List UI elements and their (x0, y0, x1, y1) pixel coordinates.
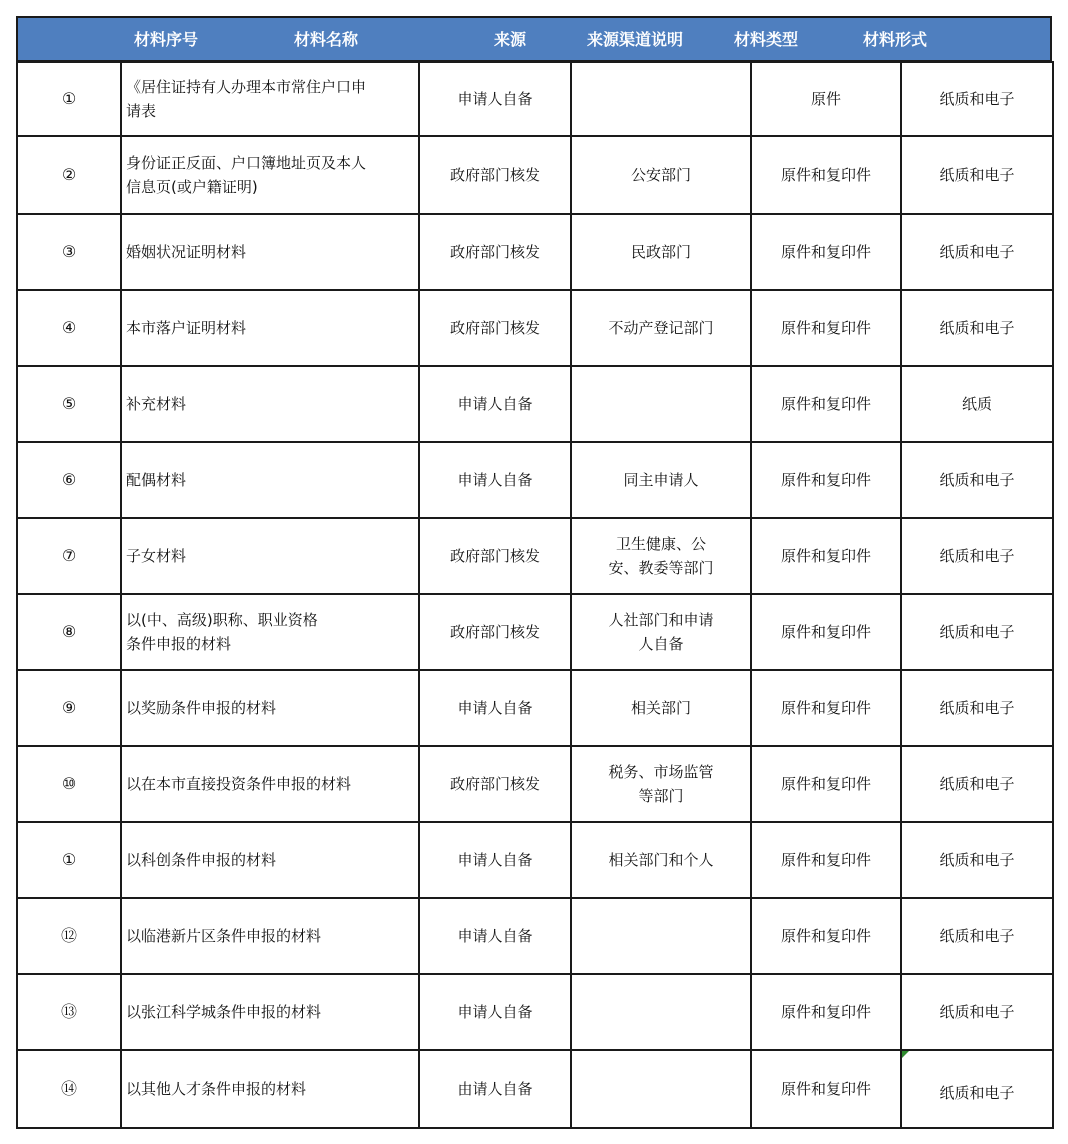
row-channel: 人社部门和申请人自备 (571, 594, 751, 670)
table-row (17, 670, 1053, 746)
header-source: 来源 (494, 30, 527, 49)
row-source: 申请人自备 (419, 974, 571, 1050)
row-source: 申请人自备 (419, 366, 571, 442)
materials-sheet (16, 16, 1052, 1129)
row-source: 政府部门核发 (419, 136, 571, 214)
row-number: ① (17, 62, 121, 136)
row-source: 申请人自备 (419, 62, 571, 136)
row-source: 政府部门核发 (419, 746, 571, 822)
row-channel (571, 898, 751, 974)
row-material-name: 以在本市直接投资条件申报的材料 (121, 746, 419, 822)
row-material-name: 以科创条件申报的材料 (121, 822, 419, 898)
row-channel: 民政部门 (571, 214, 751, 290)
row-source: 申请人自备 (419, 670, 571, 746)
table-row (17, 290, 1053, 366)
row-number: ⑬ (17, 974, 121, 1050)
row-channel (571, 366, 751, 442)
row-form: 纸质和电子 (901, 62, 1053, 136)
row-form: 纸质和电子 (901, 670, 1053, 746)
table-row (17, 442, 1053, 518)
row-form: 纸质和电子 (901, 822, 1053, 898)
row-channel (571, 1050, 751, 1128)
row-number: ④ (17, 290, 121, 366)
table-row (17, 594, 1053, 670)
row-type: 原件和复印件 (751, 822, 901, 898)
table-row (17, 214, 1053, 290)
row-number: ⑫ (17, 898, 121, 974)
row-material-name: 配偶材料 (121, 442, 419, 518)
row-source: 申请人自备 (419, 822, 571, 898)
cell-comment-marker-icon (902, 1051, 909, 1058)
row-form: 纸质和电子 (901, 594, 1053, 670)
row-material-name: 子女材料 (121, 518, 419, 594)
row-form: 纸质和电子 (901, 290, 1053, 366)
row-number: ① (17, 822, 121, 898)
row-number: ② (17, 136, 121, 214)
row-channel: 公安部门 (571, 136, 751, 214)
row-material-name: 本市落户证明材料 (121, 290, 419, 366)
table-row (17, 518, 1053, 594)
row-material-name: 《居住证持有人办理本市常住户口申请表 (121, 62, 419, 136)
table-header (16, 16, 1052, 61)
row-type: 原件和复印件 (751, 214, 901, 290)
row-number: ⑦ (17, 518, 121, 594)
row-material-name: 身份证正反面、户口簿地址页及本人信息页(或户籍证明) (121, 136, 419, 214)
row-number: ⑤ (17, 366, 121, 442)
row-channel (571, 974, 751, 1050)
row-type: 原件和复印件 (751, 136, 901, 214)
row-material-name: 以(中、高级)职称、职业资格条件申报的材料 (121, 594, 419, 670)
row-type: 原件和复印件 (751, 594, 901, 670)
row-source: 由请人自备 (419, 1050, 571, 1128)
row-channel: 同主申请人 (571, 442, 751, 518)
row-source: 政府部门核发 (419, 594, 571, 670)
table-row (17, 822, 1053, 898)
header-form: 材料形式 (863, 30, 928, 49)
row-type: 原件和复印件 (751, 746, 901, 822)
table-row (17, 62, 1053, 136)
row-number: ⑥ (17, 442, 121, 518)
table-row (17, 974, 1053, 1050)
row-form: 纸质和电子 (901, 746, 1053, 822)
row-channel: 相关部门和个人 (571, 822, 751, 898)
row-material-name: 以临港新片区条件申报的材料 (121, 898, 419, 974)
row-material-name: 婚姻状况证明材料 (121, 214, 419, 290)
row-material-name: 以奖励条件申报的材料 (121, 670, 419, 746)
row-form: 纸质和电子 (901, 1050, 1053, 1128)
table-row (17, 746, 1053, 822)
row-form: 纸质和电子 (901, 442, 1053, 518)
header-seq: 材料序号 (134, 30, 199, 49)
row-form: 纸质和电子 (901, 898, 1053, 974)
row-material-name: 以其他人才条件申报的材料 (121, 1050, 419, 1128)
row-source: 政府部门核发 (419, 290, 571, 366)
row-type: 原件 (751, 62, 901, 136)
header-name: 材料名称 (294, 30, 359, 49)
row-form: 纸质和电子 (901, 974, 1053, 1050)
row-channel (571, 62, 751, 136)
row-type: 原件和复印件 (751, 670, 901, 746)
row-number: ⑨ (17, 670, 121, 746)
row-number: ⑭ (17, 1050, 121, 1128)
row-source: 政府部门核发 (419, 518, 571, 594)
row-type: 原件和复印件 (751, 974, 901, 1050)
row-form: 纸质 (901, 366, 1053, 442)
row-source: 申请人自备 (419, 442, 571, 518)
row-form: 纸质和电子 (901, 518, 1053, 594)
row-channel: 相关部门 (571, 670, 751, 746)
row-type: 原件和复印件 (751, 290, 901, 366)
row-type: 原件和复印件 (751, 1050, 901, 1128)
row-type: 原件和复印件 (751, 366, 901, 442)
row-source: 申请人自备 (419, 898, 571, 974)
row-channel: 卫生健康、公安、教委等部门 (571, 518, 751, 594)
row-material-name: 补充材料 (121, 366, 419, 442)
row-material-name: 以张江科学城条件申报的材料 (121, 974, 419, 1050)
materials-table (16, 61, 1054, 1129)
row-number: ③ (17, 214, 121, 290)
row-channel: 不动产登记部门 (571, 290, 751, 366)
row-type: 原件和复印件 (751, 442, 901, 518)
header-channel: 来源渠道说明 (587, 30, 684, 49)
row-form: 纸质和电子 (901, 214, 1053, 290)
table-row (17, 1050, 1053, 1128)
row-type: 原件和复印件 (751, 898, 901, 974)
table-row (17, 898, 1053, 974)
row-source: 政府部门核发 (419, 214, 571, 290)
row-form: 纸质和电子 (901, 136, 1053, 214)
row-channel: 税务、市场监管等部门 (571, 746, 751, 822)
row-type: 原件和复印件 (751, 518, 901, 594)
table-row (17, 136, 1053, 214)
row-number: ⑧ (17, 594, 121, 670)
header-type: 材料类型 (734, 30, 799, 49)
table-row (17, 366, 1053, 442)
row-number: ⑩ (17, 746, 121, 822)
